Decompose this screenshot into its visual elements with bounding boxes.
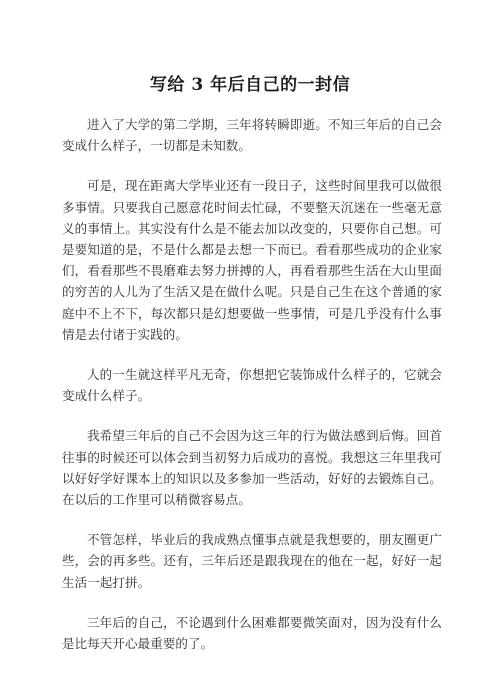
- paragraph-6: 三年后的自己，不论遇到什么困难都要微笑面对，因为没有什么是比每天开心最重要的了。: [62, 614, 442, 652]
- paragraph-5: 不管怎样，毕业后的我成熟点懂事点就是我想要的，朋友圈更广些，会的再多些。还有，三年后还是跟我现在的他在一起，好好一起生活一起打拼。: [62, 532, 442, 590]
- paragraph-3: 人的一生就这样平凡无奇，你想把它装饰成什么样子的，它就会变成什么样子。: [62, 367, 442, 404]
- paragraph-2: 可是，现在距离大学毕业还有一段日子，这些时间里我可以做很多事情。只要我自己愿意花时间去忙碌，不要整天沉迷在一些毫无意义的事情上。其实没有什么是不能去加以改变的，只要你自己想。可是要知道的是，不是什么都是去想一下而已。看看那些成功的企业家们，看看那些不畏磨难去努力拼搏的人，再看看那些生活在大山里面的穷苦的人儿为了生活又是在做什么呢。只是自己生在这个普通的家庭中不上不下，每次都只是幻想要做一些事情，可是几乎没有什么事情是去付诸于实践的。: [62, 178, 442, 342]
- paragraph-1: 进入了大学的第二学期，三年将转瞬即逝。不知三年后的自己会变成什么样子，一切都是未知数。: [62, 117, 442, 154]
- paragraph-4: 我希望三年后的自己不会因为这三年的行为做法感到后悔。回首往事的时候还可以体会到当初努力后成功的喜悦。我想这三年里我可以好好学好课本上的知识以及多参加一些活动，好好的去锻炼自己。在以后的工作里可以稍微容易点。: [62, 428, 442, 508]
- letter-body: [62, 114, 442, 673]
- letter-title: 写给 3 年后自己的一封信: [149, 75, 351, 95]
